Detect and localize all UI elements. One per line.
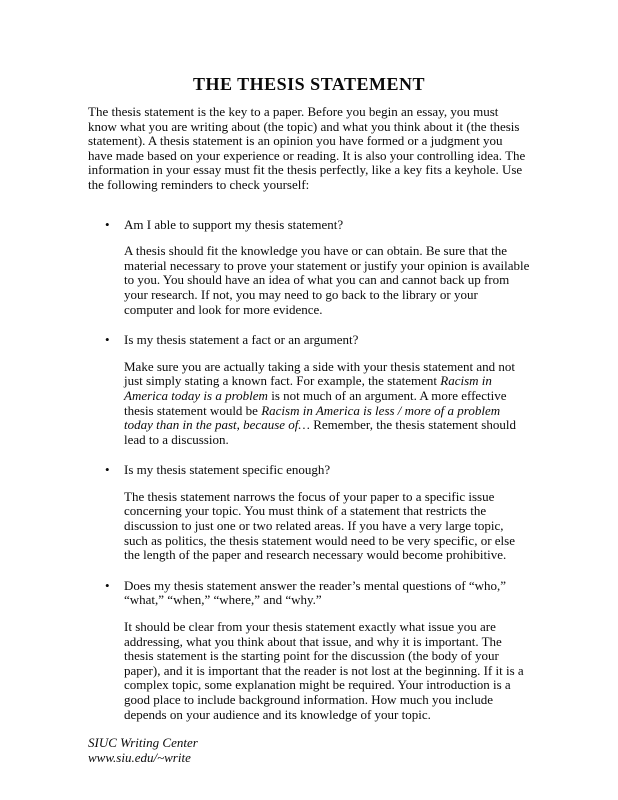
footer-url: www.siu.edu/~write xyxy=(88,750,191,765)
bullet-explanation: The thesis statement narrows the focus of your paper to a specific issue concerning your topic. You must think of a statement that restricts the discussion to just one or two related areas. If you have a very large topic, such as politics, the thesis statement would need to be very specific, or else the length of the paper and research necessary would become prohibitive. xyxy=(124,488,515,563)
footer xyxy=(88,735,198,765)
bullet-explanation: It should be clear from your thesis statement exactly what issue you are addressing, what you think about that issue, and why it is important. The thesis statement is the starting point for the discussion (the body of your paper), and it is important that the reader is not lost at the beginning. If it is a complex topic, some explanation might be required. Your introduction is a good place to include background information. How much you include depends on your audience and its knowledge of your topic. xyxy=(124,619,524,722)
page-title: THE THESIS STATEMENT xyxy=(192,74,426,94)
bullet-icon: • xyxy=(105,216,110,232)
bullet-icon: • xyxy=(105,577,110,593)
checklist-item-support xyxy=(88,218,530,318)
bullet-explanation: A thesis should fit the knowledge you have or can obtain. Be sure that the material necessary to prove your statement or justify your opinion is available to you. You should have an idea of what you can and cannot back up from your research. If not, you may need to go back to the library or your computer and look for more evidence. xyxy=(124,243,530,317)
checklist-item-fact-or-argument xyxy=(88,333,530,447)
bullet-question: Am I able to support my thesis statement? xyxy=(124,216,344,232)
bullet-question: Is my thesis statement a fact or an argument? xyxy=(124,332,359,348)
intro-paragraph: The thesis statement is the key to a paper. Before you begin an essay, you must know what you are writing about (the topic) and what you think about it (the thesis statement). A thesis statement is an opinion you have formed or a judgment you have made based on your experience or reading. It is also your controlling idea. The information in your essay must fit the thesis perfectly, like a key fits a keyhole. Use the following reminders to check yourself: xyxy=(88,104,526,192)
bullet-icon: • xyxy=(105,462,110,478)
thesis-checklist xyxy=(88,218,530,723)
checklist-item-specific xyxy=(88,463,530,563)
checklist-item-reader-questions xyxy=(88,579,530,722)
bullet-explanation: Make sure you are actually taking a side with your thesis statement and not just simply stating a known fact. For example, the statement Racism in America today is a problem is not much of an argument. A more effective thesis statement would be Racism in America is less / more of a problem today than in the past, because of… Remember, the thesis statement should lead to a discussion. xyxy=(124,358,516,447)
footer-org: SIUC Writing Center xyxy=(88,735,198,750)
bullet-icon: • xyxy=(105,332,110,348)
bullet-question: Is my thesis statement specific enough? xyxy=(124,462,331,478)
bullet-question: Does my thesis statement answer the reader’s mental questions of “who,” “what,” “when,” “where,” and “why.” xyxy=(124,577,507,608)
